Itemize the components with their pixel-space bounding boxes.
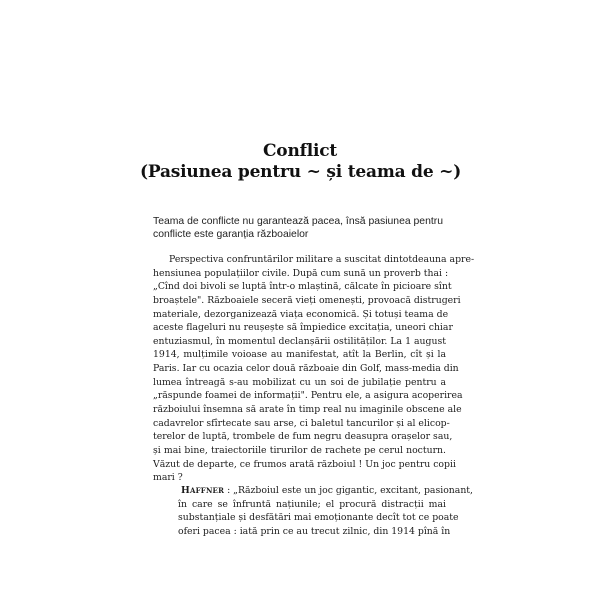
text-line: cadavrelor sfîrtecate sau arse, ci baletul tancurilor și al elicop- <box>153 417 450 429</box>
quote-text: : „Războiul este un joc gigantic, excitant, pasionant, <box>224 485 474 496</box>
chapter-subtitle: (Pasiunea pentru ~ și teama de ~) <box>140 162 462 182</box>
quote-first-line <box>178 484 474 498</box>
text-line: 1914, mulțimile voioase au manifestat, atît la Berlin, cît și la <box>153 349 446 361</box>
text-line: lumea întreagă s-au mobilizat cu un soi de jubilație pentru a <box>153 376 446 388</box>
quote-line: substanțiale și desfătări mai emoționante decît tot ce poate <box>178 512 459 524</box>
epigraph-line: conflicte este garanția războaielor <box>153 229 309 240</box>
chapter-title: Conflict <box>262 141 338 161</box>
text-line: mari ? <box>153 472 183 484</box>
text-line: și mai bine, traiectoriile tirurilor de rachete pe cerul nocturn. <box>153 444 446 456</box>
text-line: aceste flageluri nu reușește să împiedice excitația, uneori chiar <box>153 322 453 334</box>
text-line: Paris. Iar cu ocazia celor două războaie din Golf, mass-media din <box>153 363 459 375</box>
epigraph <box>153 215 453 241</box>
text-line: Perspectiva confruntărilor militare a suscitat dintotdeauna apre- <box>169 254 475 265</box>
body-paragraph <box>153 253 475 485</box>
epigraph-line: Teama de conflicte nu garantează pacea, însă pasiunea pentru <box>153 216 443 227</box>
quote-line: în care se înfruntă națiunile; el procură distracții mai <box>178 498 446 510</box>
text-line: materiale, dezorganizează viața economică. Și totuși teama de <box>153 308 449 320</box>
text-line: războiului însemna să arate în timp real nu imaginile obscene ale <box>153 404 462 416</box>
text-line: broaștele". Războaiele seceră vieți omenești, provoacă distrugeri <box>153 294 461 306</box>
text-line: hensiunea populațiilor civile. După cum sună un proverb thai : <box>153 267 449 279</box>
text-line: Văzut de departe, ce frumos arată războiul ! Un joc pentru copii <box>153 458 456 470</box>
text-line: „Cînd doi bivoli se luptă într-o mlaștină, călcate în picioare sînt <box>153 281 452 293</box>
text-line: „răspunde foamei de informații". Pentru ele, a asigura acoperirea <box>153 390 463 402</box>
block-quote <box>178 484 474 539</box>
quote-speaker: Haffner <box>181 485 225 496</box>
text-line: entuziasmul, în momentul declanșării ostilităților. La 1 august <box>153 335 446 347</box>
chapter-heading <box>140 141 460 183</box>
quote-line: oferi pacea : iată prin ce au trecut zilnic, din 1914 pînă în <box>178 525 451 537</box>
text-line: terelor de luptă, trombele de fum negru deasupra orașelor sau, <box>153 431 453 443</box>
